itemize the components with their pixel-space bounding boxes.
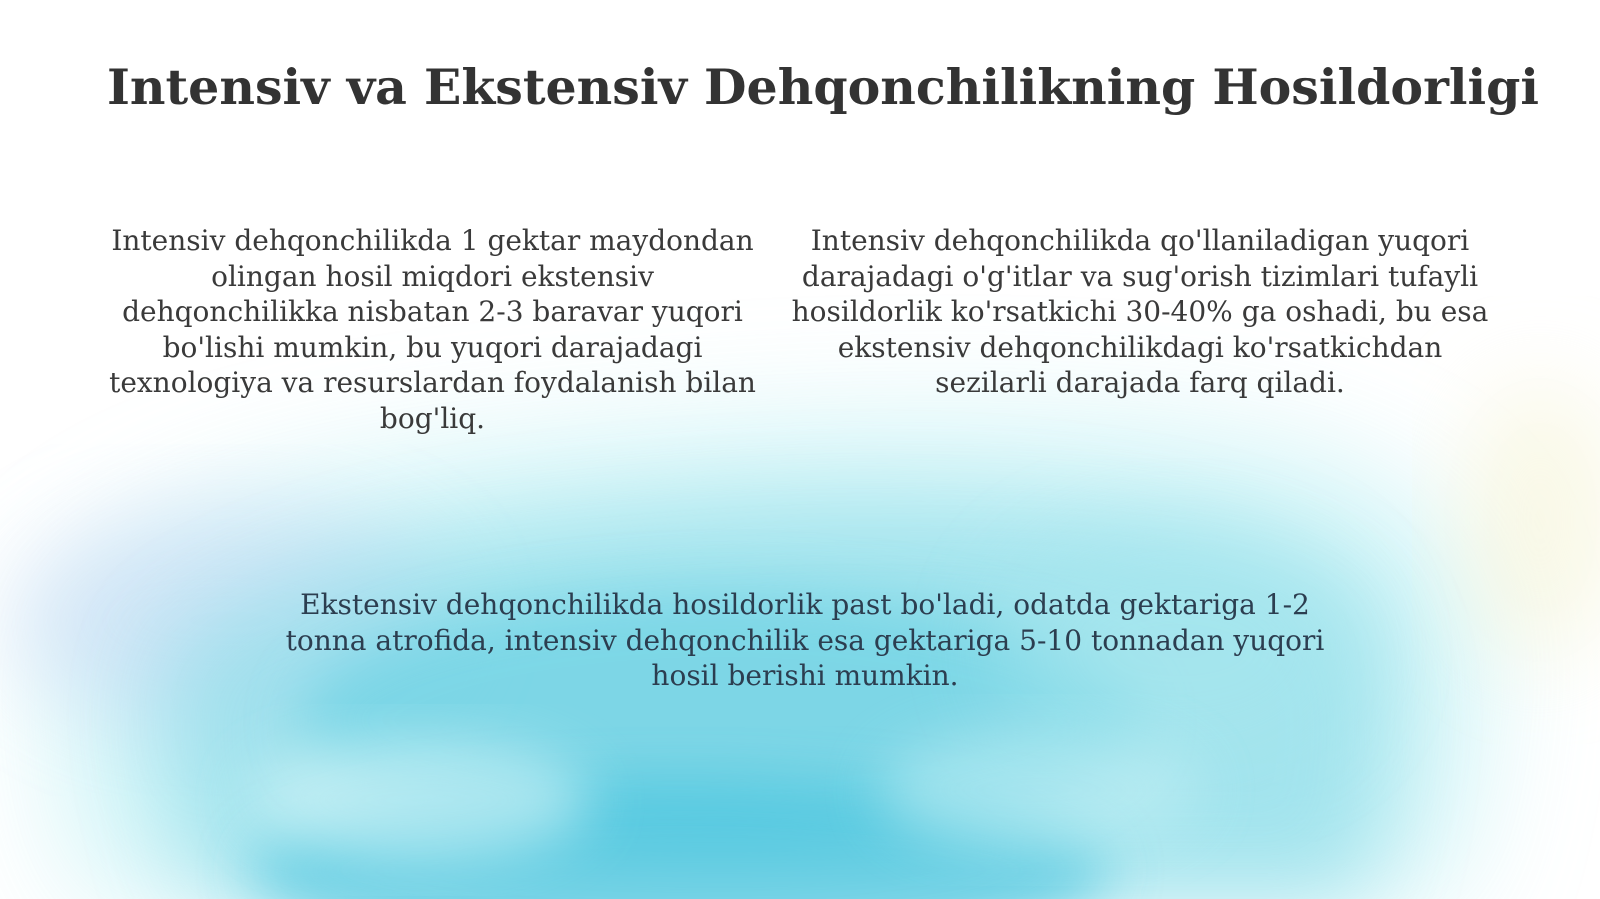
- slide-title: Intensiv va Ekstensiv Dehqonchilikning Hosildorligi: [106, 58, 1539, 116]
- paragraph-yield-comparison: Intensiv dehqonchilikda 1 gektar maydondan olingan hosil miqdori ekstensiv dehqonchilikka nisbatan 2-3 baravar yuqori bo'lishi mumkin, bu yuqori darajadagi texnologiya va resurslardan foydalanish bilan bog'liq.: [109, 224, 756, 435]
- paragraph-tonnage-per-hectare: Ekstensiv dehqonchilikda hosildorlik past bo'ladi, odatda gektariga 1-2 tonna atrofida, intensiv dehqonchilik esa gektariga 5-10 tonnadan yuqori hosil berishi mumkin.: [285, 588, 1325, 692]
- paragraph-fertilizer-irrigation: Intensiv dehqonchilikda qo'llaniladigan yuqori darajadagi o'g'itlar va sug'orish tizimlari tufayli hosildorlik ko'rsatkichi 30-40% ga oshadi, bu esa ekstensiv dehqonchilikdagi ko'rsatkichdan sezilarli darajada farq qiladi.: [791, 224, 1489, 399]
